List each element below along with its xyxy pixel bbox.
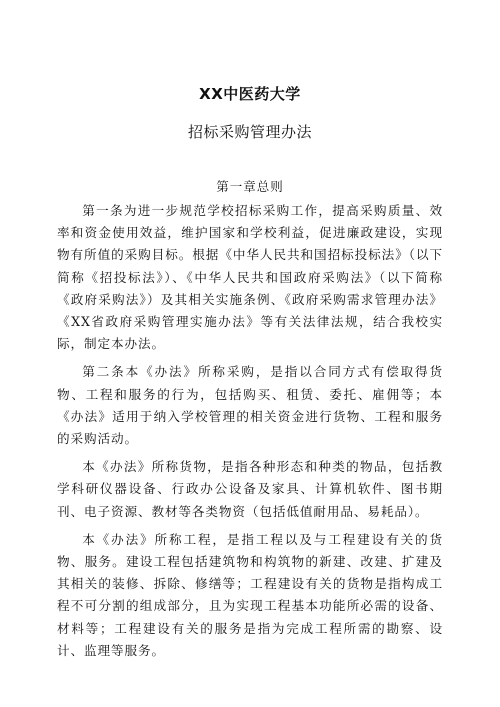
document-body: [57, 200, 443, 668]
paragraph-article-2: 第二条本《办法》所称采购，是指以合同方式有偿取得货物、工程和服务的行为，包括购买、租赁、委托、雇佣等；本《办法》适用于纳入学校管理的相关资金进行货物、工程和服务的采购活动。: [57, 364, 443, 447]
paragraph-goods-definition: 本《办法》所称货物，是指各种形态和种类的物品，包括教学科研仪器设备、行政办公设备及家具、计算机软件、图书期刊、电子资源、教材等各类物资（包括低值耐用品、易耗品）。: [57, 459, 443, 519]
document-title: 招标采购管理办法: [187, 123, 312, 141]
paragraph-engineering-definition: 本《办法》所称工程，是指工程以及与工程建设有关的货物、服务。建设工程包括建筑物和构筑物的新建、改建、扩建及其相关的装修、拆除、修缮等；工程建设有关的货物是指构成工程不可分割的组成部分，且为实现工程基本功能所必需的设备、材料等；工程建设有关的服务是指为完成工程所需的勘察、设计、监理等服务。: [57, 531, 443, 658]
university-title: XX中医药大学: [199, 85, 301, 103]
paragraph-article-1: 第一条为进一步规范学校招标采购工作，提高采购质量、效率和资金使用效益，维护国家和学校利益，促进廉政建设，实现物有所值的采购目标。根据《中华人民共和国招标投标法》（以下简称《招投标法》）、《中华人民共和国政府采购法》（以下简称《政府采购法》）及其相关实施条例、《政府采购需求管理办法》《XX省政府采购管理实施办法》等有关法律法规，结合我校实际，制定本办法。: [57, 203, 443, 352]
chapter-heading: 第一章总则: [216, 179, 284, 194]
